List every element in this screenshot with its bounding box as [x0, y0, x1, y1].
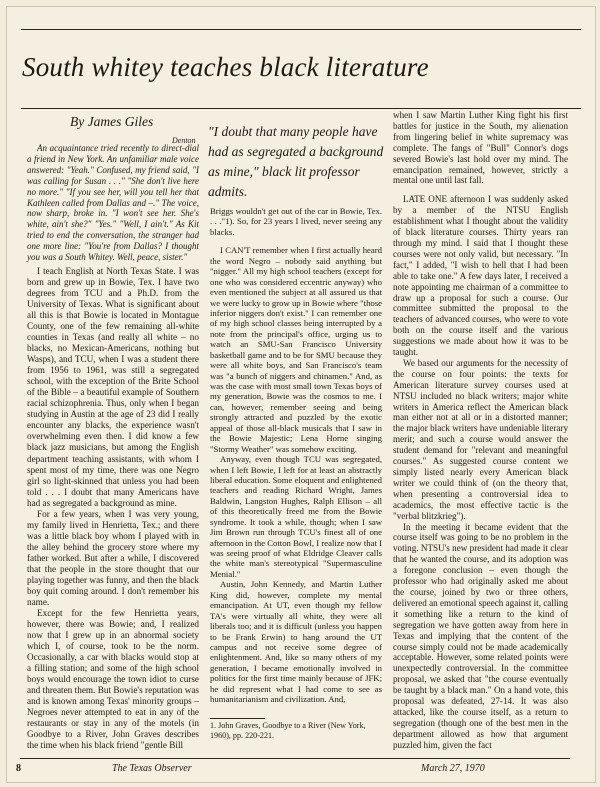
pull-quote: "I doubt that many people have had as segregated a background as mine," black lit professor admits. [208, 124, 384, 199]
publication-name: The Texas Observer [112, 763, 192, 774]
issue-date: March 27, 1970 [421, 763, 485, 774]
intro-text: An acquaintance tried recently to direct-dial a friend in New York. An unfamiliar male voice answered: "Yeah." Confused, my friend said, "I was calling for Susan . . ." "She don't live here no more." "If you see her, will you tell her that Kathleen called from Dallas and –." The voice, now sharp, broke in. "I won't see her. She's white, ain't she?" "Yes." "Well, I ain't." As Kit tried to end the conversation, the stranger had one more line: "You're from Dallas? I thought you was a South Whitey. Well, peace, sister." [27, 143, 199, 263]
column-3 [393, 110, 568, 751]
footnote-rule [210, 718, 265, 719]
col3-paragraph: We based our arguments for the necessity of the course on four points: the texts for American literature survey courses used at NTSU included no black writers; major white writers in America reflect the American black man either not at all or in a distorted manner; the major black writers have undeniable literary merit; and such a course would answer the student demand for "relevant and meaningful courses." As suggested course content we simply listed nearly every American black writer we could think of (on the theory that, when presenting a controversial idea to academics, the most effective tactic is the "verbal blitzkrieg"). [393, 357, 568, 521]
footer-rule [20, 758, 570, 759]
col3-paragraph: LATE ONE afternoon I was suddenly asked by a member of the NTSU English establishment what I thought about the validity of black literature courses. Thirty years ran through my mind. I said that I thought these courses were not only valid, but necessary. "In fact," I added, "I wish to hell that I had been able to take one." A few days later, I received a note appointing me chairman of a committee to draw up a proposal for such a course. Our committee submitted the proposal to the teachers of advanced courses, who were to vote both on the course itself and the various suggestions we made about how it was to be taught. [393, 194, 568, 358]
col2-paragraph: I CAN'T remember when I first actually heard the word Negro – nobody said anything but "nigger." All my high school teachers (except for one who was considered eccentric anyway) who even mentioned the subject at all assured us that we were lucky to grow up in Bowie where "those inferior niggers don't exist." I can remember one of my high school classes being interrupted by a note from the principal's office, urging us to watch an SMU-San Francisco University basketball game and to be for SMU because they were all white boys, and San Francisco's team was "a bunch of niggers and chinamen." And, as was the case with most small town Texas boys of my generation, Bowie was the cosmos to me. I can, however, remember seeing and being strongly attracted and puzzled by the exotic appeal of those all-black musicals that I saw in the Bowie Majestic; Lena Horne singing "Stormy Weather" was somehow exciting. [210, 245, 382, 454]
page-number: 8 [16, 763, 21, 774]
header-rule [21, 29, 581, 30]
col2-top-text: Briggs wouldn't get out of the car in Bowie, Tex. . . ."1). So, for 23 years I lived, never seeing any blacks. [210, 206, 382, 237]
intro-paragraph [27, 143, 199, 263]
col2-paragraph: Anyway, even though TCU was segregated, when I left Bowie, I left for at least an abstractly liberal education. Some eloquent and enlightened teachers and reading Richard Wright, James Baldwin, Langston Hughes, Ralph Ellison – all of this theoretically freed me from the Bowie syndrome. It took a while, though; when I saw Jim Brown run through TCU's finest all of one afternoon in the Cotton Bowl, I realize now that I was seeing proof of what Eldridge Cleaver calls the white man's stereotypical "Supermasculine Menial." [210, 454, 382, 579]
dateline: Denton [172, 136, 196, 145]
col2-paragraph: Austin, John Kennedy, and Martin Luther King did, however, complete my mental emancipation. At UT, even though my fellow TA's were virtually all white, they were all liberals too; and it is difficult (unless you happen to be Frank Erwin) to hang around the UT campus and not receive some degree of enlightenment. And, like so many others of my generation, I became emotionally involved in politics for the first time mainly because of JFK; he did represent what I had come to see as humanitarianism and civilization. And, [210, 579, 382, 705]
col1-paragraph: For a few years, when I was very young, my family lived in Henrietta, Tex.; and there was a little black boy whom I played with in the alley behind the grocery store where my father worked. But after a while, I discovered that the people in the store thought that our playing together was funny, and then the black boy quit coming around. I don't remember his name. [27, 508, 199, 607]
col3-paragraph: In the meeting it became evident that the course itself was going to be no problem in the voting. NTSU's new president had made it clear that he wanted the course, and its adoption was a foregone conclusion – even though the professor who had originally asked me about the course, joined by two or three others, delivered an emotional speech against it, calling it something like a return to the kind of segregation we have gotten away from here in Texas and implying that the content of the course simply could not be made academically acceptable. However, some related points were unexpectedly controversial. In the committee proposal, we asked that "the course eventually be taught by a black man." On a hand vote, this proposal was defeated, 27-14. It was also attacked, like the course itself, as a return to segregation (though one of the best men in the department allowed as how that argument puzzled him, given the fact [393, 521, 568, 750]
headline-rule [21, 108, 581, 109]
column-1 [27, 266, 199, 751]
column-2 [210, 206, 382, 705]
col1-paragraph: Except for the few Henrietta years, however, there was Bowie; and, I realized now that I grew up in an abnormal society which I, of course, took to be the norm. Occasionally, a car with blacks would stop at a filling station; and some of the high school boys would encourage the town idiot to curse and threaten them. But Bowie's reputation was and is known among Texas' minority groups – Negroes never attempted to eat in any of the restaurants or stay in any of the motels (in Goodbye to a River, John Graves describes the time when his black friend "gentle Bill [27, 607, 199, 751]
col1-paragraph: I teach English at North Texas State. I was born and grew up in Bowie, Tex. I have two degrees from TCU and a Ph.D. from the University of Texas. What is significant about all this is that Bowie is located in Montague County, one of the few remaining all-white counties in Texas (and really all white – no blacks, no Mexican-Americans, nothing but Wasps), and TCU, when I was a student there from 1956 to 1961, was still a segregated school, with the exception of the Brite School of the Bible – a beautiful example of Southern racial schizophrenia. Thus, only when I began studying in Austin at the age of 23 did I really encounter any blacks, the experience wasn't overwhelming even then. I did know a few black jazz musicians, but among the English department teaching assistants, with whom I spent most of my time, there was one Negro girl so light-skinned that unless you had been told . . . I doubt that many Americans have had as segregated a background as mine. [27, 265, 199, 508]
headline: South whitey teaches black literature [22, 52, 429, 82]
footnote: 1. John Graves, Goodbye to a River (New York, 1960), pp. 220-221. [210, 721, 366, 740]
byline: By James Giles [70, 114, 154, 129]
col3-paragraph: when I saw Martin Luther King fight his first battles for justice in the South, my alienation from lingering belief in white supremacy was complete. The fangs of "Bull" Connor's dogs severed Bowie's last hold over my mind. The emancipation remained, however, strictly a mental one until last fall. [393, 110, 568, 186]
